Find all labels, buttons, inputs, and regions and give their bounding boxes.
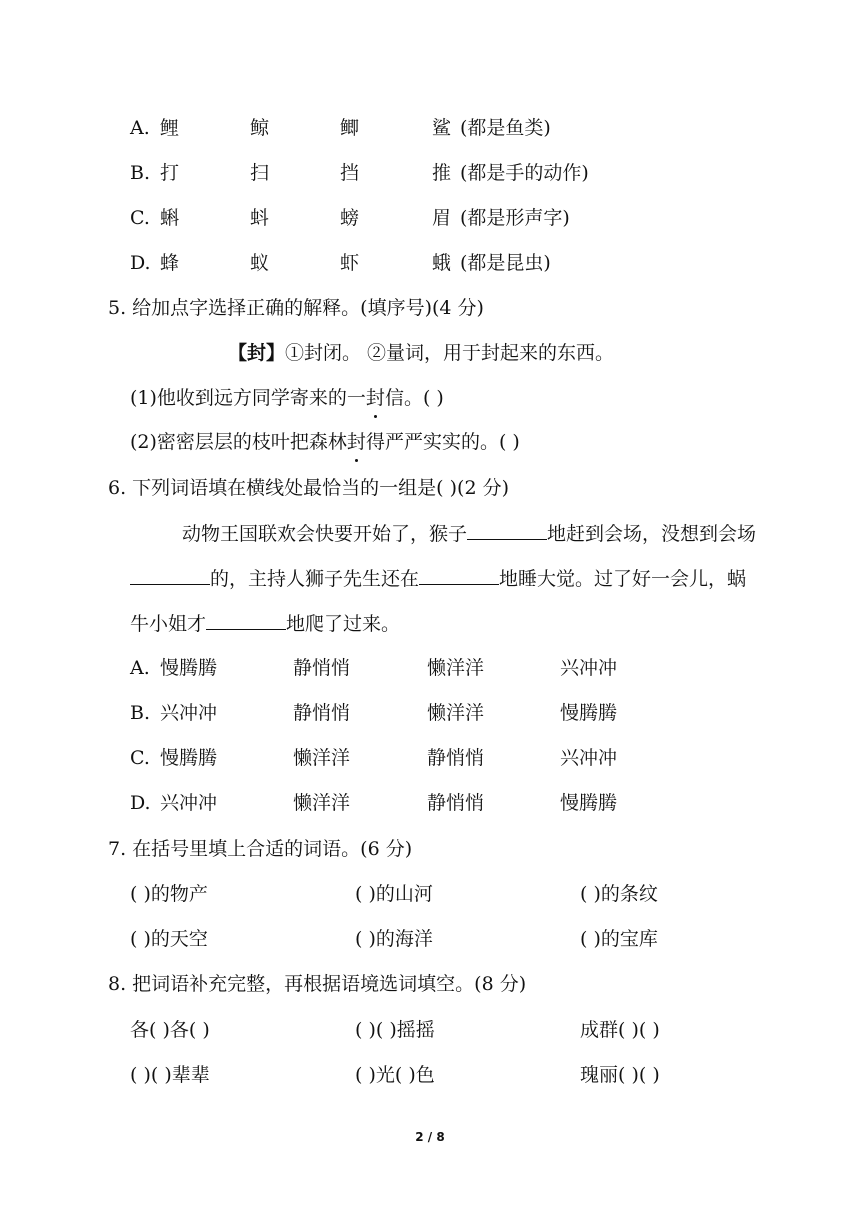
q4-option-b-word1: 打 xyxy=(160,162,180,184)
q8-item-6[interactable]: 瑰丽( )( ) xyxy=(580,1064,660,1086)
q5-s2-text-b[interactable]: 得严严实实的。( ) xyxy=(365,431,520,453)
q4-option-a-word2: 鲸 xyxy=(250,117,270,139)
q6-p1-b: 地赶到会场，没想到会场 xyxy=(547,523,757,545)
q6-option-a-word3: 懒洋洋 xyxy=(427,657,485,679)
q6-option-c-word4: 兴冲冲 xyxy=(560,747,618,769)
q4-option-b-label: B. xyxy=(130,162,151,184)
q6-blank-4[interactable] xyxy=(206,609,286,630)
q5-def-body: ①封闭。 ②量词，用于封起来的东西。 xyxy=(285,342,615,364)
q6-p3-b: 地爬了过来。 xyxy=(286,613,401,635)
q4-option-c-word1: 蝌 xyxy=(160,207,180,229)
q6-blank-2[interactable] xyxy=(130,564,210,585)
q4-option-d-label: D. xyxy=(130,252,151,274)
q6-p2-a: 的，主持人狮子先生还在 xyxy=(210,568,420,590)
q4-option-b-note: (都是手的动作) xyxy=(460,162,589,184)
q8-item-4[interactable]: ( )( )辈辈 xyxy=(130,1064,210,1086)
q4-option-a-word1: 鲤 xyxy=(160,117,180,139)
q6-option-d-word2: 懒洋洋 xyxy=(293,792,351,814)
q4-option-a-note: (都是鱼类) xyxy=(460,117,551,139)
q4-option-d-word4: 蛾 xyxy=(432,252,452,274)
q8-item-5[interactable]: ( )光( )色 xyxy=(355,1064,435,1086)
q4-option-c-word3: 螃 xyxy=(340,207,360,229)
q6-option-d-label: D. xyxy=(130,792,151,814)
q6-blank-1[interactable] xyxy=(467,519,547,540)
q6-passage-line-1 xyxy=(182,519,756,548)
q6-option-a-word4: 兴冲冲 xyxy=(560,657,618,679)
q6-option-b-word1: 兴冲冲 xyxy=(160,702,218,724)
q4-option-c-word2: 蚪 xyxy=(250,207,270,229)
q6-option-a-label: A. xyxy=(130,657,150,679)
q5-s1-text-b[interactable]: 信。( ) xyxy=(384,387,444,409)
q7-title: 7. 在括号里填上合适的词语。(6 分) xyxy=(108,838,413,860)
q5-s2-text-a: (2)密密层层的枝叶把森林 xyxy=(130,431,347,453)
q4-option-c-label: C. xyxy=(130,207,150,229)
q5-title: 5. 给加点字选择正确的解释。(填序号)(4 分) xyxy=(108,297,484,319)
q6-blank-3[interactable] xyxy=(419,564,499,585)
q7-item-1[interactable]: ( )的物产 xyxy=(130,883,208,905)
q4-option-b-word3: 挡 xyxy=(340,162,360,184)
q6-option-a-word1: 慢腾腾 xyxy=(160,657,218,679)
q6-option-d-word4: 慢腾腾 xyxy=(560,792,618,814)
q7-item-4[interactable]: ( )的天空 xyxy=(130,928,208,950)
q6-option-d-word1: 兴冲冲 xyxy=(160,792,218,814)
q5-sentence-2 xyxy=(130,428,520,456)
q6-passage-line-2 xyxy=(130,564,746,593)
q6-p2-b: 地睡大觉。过了好一会儿，蜗 xyxy=(499,568,747,590)
q7-item-5[interactable]: ( )的海洋 xyxy=(355,928,433,950)
q6-option-c-word3: 静悄悄 xyxy=(427,747,485,769)
q8-item-3[interactable]: 成群( )( ) xyxy=(580,1019,660,1041)
q6-option-c-word2: 懒洋洋 xyxy=(293,747,351,769)
q6-passage-line-3 xyxy=(130,609,400,638)
q4-option-c-word4: 眉 xyxy=(432,207,452,229)
q5-s1-text-a: (1)他收到远方同学寄来的一 xyxy=(130,387,366,409)
q6-option-b-label: B. xyxy=(130,702,151,724)
q5-def-head: 【封】 xyxy=(228,342,286,364)
q7-item-2[interactable]: ( )的山河 xyxy=(355,883,433,905)
q4-option-a-word4: 鲨 xyxy=(432,117,452,139)
q4-option-c-note: (都是形声字) xyxy=(460,207,570,229)
q4-option-b-word2: 扫 xyxy=(250,162,270,184)
q6-option-c-word1: 慢腾腾 xyxy=(160,747,218,769)
q5-sentence-1 xyxy=(130,384,444,412)
q4-option-d-note: (都是昆虫) xyxy=(460,252,551,274)
q5-s1-dotted-char: 封 xyxy=(366,384,385,412)
q4-option-a-label: A. xyxy=(130,117,150,139)
q4-option-d-word3: 虾 xyxy=(340,252,360,274)
q4-option-d-word1: 蜂 xyxy=(160,252,180,274)
q8-title: 8. 把词语补充完整，再根据语境选词填空。(8 分) xyxy=(108,973,527,995)
q4-option-b-word4: 推 xyxy=(432,162,452,184)
q6-p1-a: 动物王国联欢会快要开始了，猴子 xyxy=(182,523,468,545)
page-number: 2 / 8 xyxy=(415,1130,445,1144)
q6-title: 6. 下列词语填在横线处最恰当的一组是( )(2 分) xyxy=(108,477,509,499)
q5-s2-dotted-char: 封 xyxy=(347,428,366,456)
q6-option-b-word4: 慢腾腾 xyxy=(560,702,618,724)
q7-item-6[interactable]: ( )的宝库 xyxy=(580,928,658,950)
q5-definition xyxy=(228,339,614,367)
q6-option-a-word2: 静悄悄 xyxy=(293,657,351,679)
q6-option-b-word2: 静悄悄 xyxy=(293,702,351,724)
q6-option-d-word3: 静悄悄 xyxy=(427,792,485,814)
q6-p3-a: 牛小姐才 xyxy=(130,613,207,635)
q4-option-a-word3: 鲫 xyxy=(340,117,360,139)
q6-option-c-label: C. xyxy=(130,747,150,769)
q6-option-b-word3: 懒洋洋 xyxy=(427,702,485,724)
q8-item-1[interactable]: 各( )各( ) xyxy=(130,1019,210,1041)
q7-item-3[interactable]: ( )的条纹 xyxy=(580,883,658,905)
q4-option-d-word2: 蚁 xyxy=(250,252,270,274)
q8-item-2[interactable]: ( )( )摇摇 xyxy=(355,1019,435,1041)
